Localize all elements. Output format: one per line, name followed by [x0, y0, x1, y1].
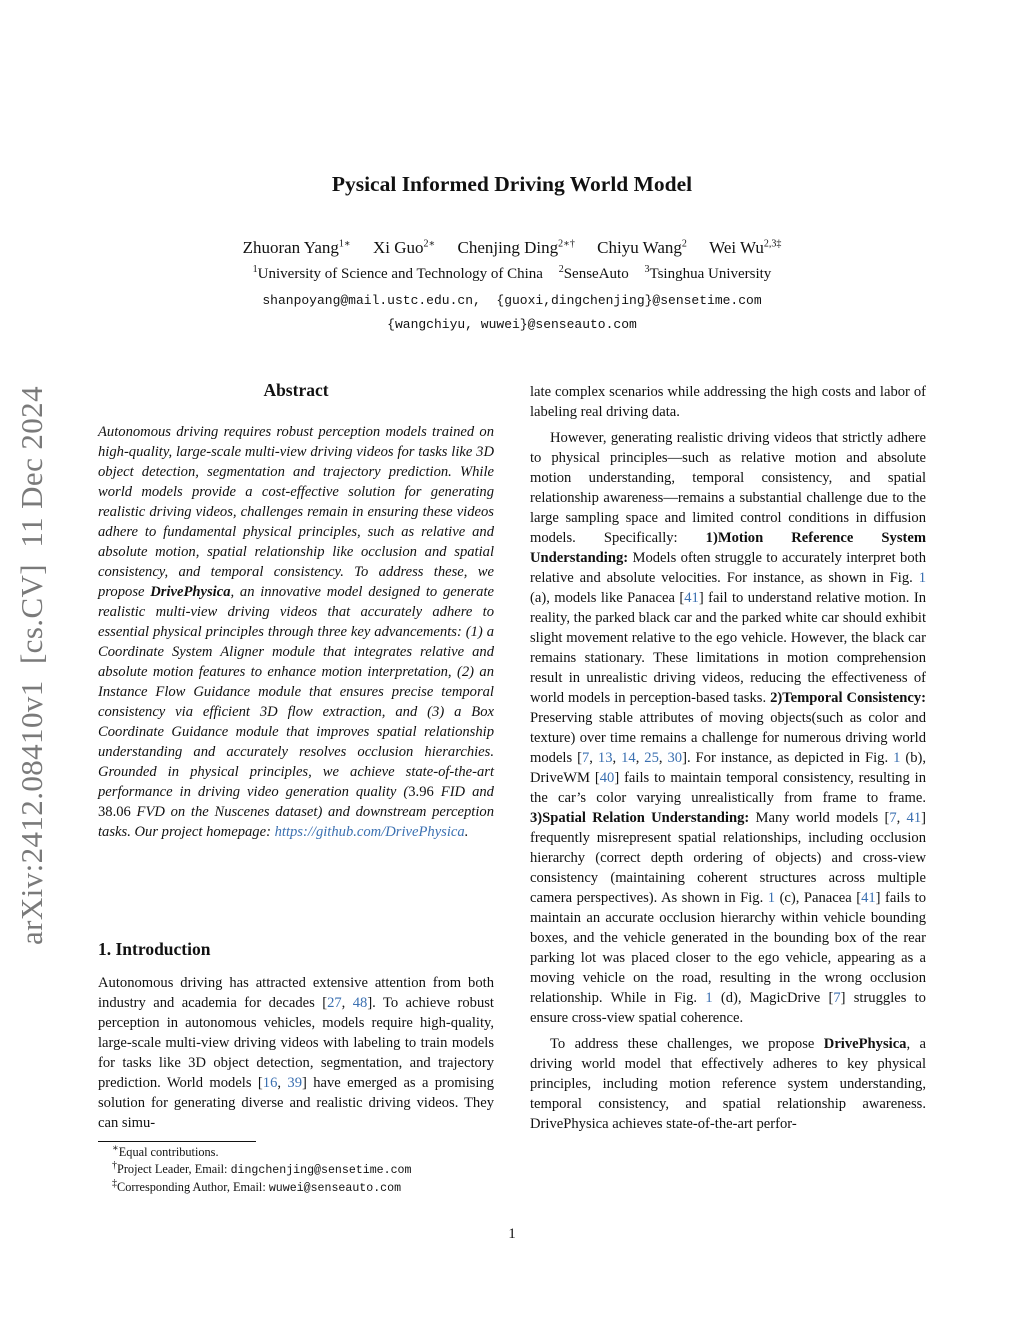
affiliation-3: $^3$Tsinghua University [644, 264, 772, 282]
citation-link[interactable]: 30 [667, 750, 683, 766]
footnote-1: ∗Equal contributions. [112, 1142, 219, 1159]
email-line-2: {wangchiyu, wuwei}@senseauto.com [387, 317, 637, 332]
figure-ref-link[interactable]: 1 [705, 990, 713, 1006]
affiliation-2: $^2$SenseAuto [558, 264, 629, 282]
page-number: 1 [508, 1226, 516, 1242]
email-line-1: shanpoyang@mail.ustc.edu.cn, {guoxi,dingchenjing}@sensetime.com [262, 293, 762, 308]
citation-link[interactable]: 27 [327, 995, 342, 1011]
figure-ref-link[interactable]: 1 [767, 890, 776, 906]
citation-link[interactable]: 13 [597, 750, 613, 766]
citation-link[interactable]: 14 [621, 750, 636, 766]
affiliation-1: $^1$University of Science and Technology of China [252, 264, 543, 282]
citation-link[interactable]: 41 [906, 810, 922, 826]
figure-ref-link[interactable]: 1 [918, 570, 926, 586]
footnote-3: ‡Corresponding Author, Email: wuwei@senseauto.com [112, 1177, 402, 1195]
arxiv-stamp: arXiv:2412.08410v1 [cs.CV] 11 Dec 2024 [14, 386, 49, 945]
introduction-heading: 1. Introduction [98, 939, 211, 959]
affiliation-list [0, 266, 1024, 283]
figure-ref-link[interactable]: 1 [893, 750, 901, 766]
citation-link[interactable]: 41 [684, 590, 699, 606]
citation-link[interactable]: 48 [352, 995, 368, 1011]
project-homepage-link[interactable]: https://github.com/DrivePhysica [274, 824, 465, 840]
citation-link[interactable]: 7 [833, 990, 841, 1006]
right-column [530, 382, 926, 1134]
footnote-rule [98, 1141, 256, 1142]
citation-link[interactable]: 7 [581, 750, 590, 766]
citation-link[interactable]: 40 [599, 770, 615, 786]
abstract-heading: Abstract [263, 380, 329, 400]
citation-link[interactable]: 39 [287, 1075, 302, 1091]
citation-link[interactable]: 7 [889, 810, 897, 826]
author-1: Zhuoran Yang$^{1∗}$ [242, 238, 351, 257]
citation-link[interactable]: 41 [861, 890, 876, 906]
paragraph: To address these challenges, we propose DrivePhysica, a driving world model that effectively adheres to key physical principles, including motion reference system understanding, temporal consistency, and spatial relationship awareness. DrivePhysica achieves state-of-the-art perfor- [530, 1036, 926, 1132]
citation-link[interactable]: 25 [644, 750, 659, 766]
author-2: Xi Guo$^{2∗}$ [372, 238, 436, 257]
author-list [0, 238, 1024, 258]
author-3: Chenjing Ding$^{2∗\dagger}$ [457, 238, 575, 257]
author-5: Wei $Wu^{2,3\ddagger}$ [709, 238, 782, 257]
model-name: DrivePhysica [150, 584, 231, 600]
paragraph: late complex scenarios while addressing the high costs and labor of labeling real driving data. [530, 384, 926, 420]
paper-title: Pysical Informed Driving World Model [331, 172, 693, 196]
footnotes [112, 1144, 496, 1198]
author-4: Chiyu Wang$^2$ [597, 238, 687, 257]
footnote-2: †Project Leader, Email: dingchenjing@sensetime.com [112, 1159, 412, 1177]
introduction-text: Autonomous driving has attracted extensive attention from both industry and academia for decades [27, 48]. To achieve robust perception in autonomous vehicles, models require high-quality, large-scale multi-view driving videos with labeling to train models for tasks like 3D object detection, segmentation, and trajectory prediction. World models [16, 39] have emerged as a promising solution for generating diverse and realistic driving videos. They can simu- [98, 975, 494, 1131]
citation-link[interactable]: 16 [262, 1075, 278, 1091]
paragraph: However, generating realistic driving videos that strictly adhere to physical principles—such as relative motion and absolute motion understanding, temporal consistency, and spatial relationship awareness—remains a substantial challenge due to the large sampling space and limited control conditions in diffusion models. Specifically: 1)Motion Reference System Understanding: Models often struggle to accurately interpret both relative and absolute velocities. For instance, as shown in Fig. 1 (a), models like Panacea [41] fail to understand relative motion. In reality, the parked black car and the parked white car should exhibit slight movement relative to the ego vehicle. However, the black car remains stationary. These limitations in motion comprehension result in unrealistic driving videos, reducing the effectiveness of world models in perception-based tasks. 2)Temporal Consistency: Preserving stable attributes of moving objects(such as color and texture) over time remains a challenge for numerous driving world models [7, 13, 14, 25, 30]. For instance, as depicted in Fig. 1 (b), DriveWM [40] fails to maintain temporal consistency, resulting in the car’s color varying unrealistically from frame to frame. 3)Spatial Relation Understanding: Many world models [7, 41] frequently misrepresent spatial relationships, including occlusion hierarchy (correct depth ordering of objects) and cross-view consistency (maintaining coherent structures across multiple camera perspectives). As shown in Fig. 1 (c), Panacea [41] fails to maintain an accurate occlusion hierarchy within vehicle bounding boxes, and the vehicle generated in the bounding box of the rear parking lot was placed closer to the ego vehicle, appearing as a moving vehicle on the road, resulting in the wrong occlusion relationship. While in Fig. 1 (d), MagicDrive [7] struggles to ensure cross-view spatial coherence. [530, 430, 927, 1026]
abstract-text: Autonomous driving requires robust perception models trained on high-quality, large-scale multi-view driving videos for tasks like 3D object detection, segmentation and trajectory prediction. While world models provide a cost-effective solution for generating realistic driving videos, challenges remain in ensuring these videos adhere to fundamental physical principles, such as relative and absolute motion, spatial relationship like occlusion and spatial consistency, and temporal consistency. To address these, we propose DrivePhysica, an innovative model designed to generate realistic multi-view driving videos that accurately adhere to essential physical principles through three key advancements: (1) a Coordinate System Aligner module that integrates relative and absolute motion features to enhance motion interpretation, (2) an Instance Flow Guidance module that ensures precise temporal consistency via efficient 3D flow extraction, and (3) a Box Coordinate Guidance module that improves spatial relationship understanding and accurately resolves occlusion hierarchies. Grounded in physical principles, we achieve state-of-the-art performance in driving video generation quality (3.96 FID and 38.06 FVD on the Nuscenes dataset) and downstream perception tasks. Our project homepage: https://github.com/DrivePhysica. [98, 424, 494, 840]
